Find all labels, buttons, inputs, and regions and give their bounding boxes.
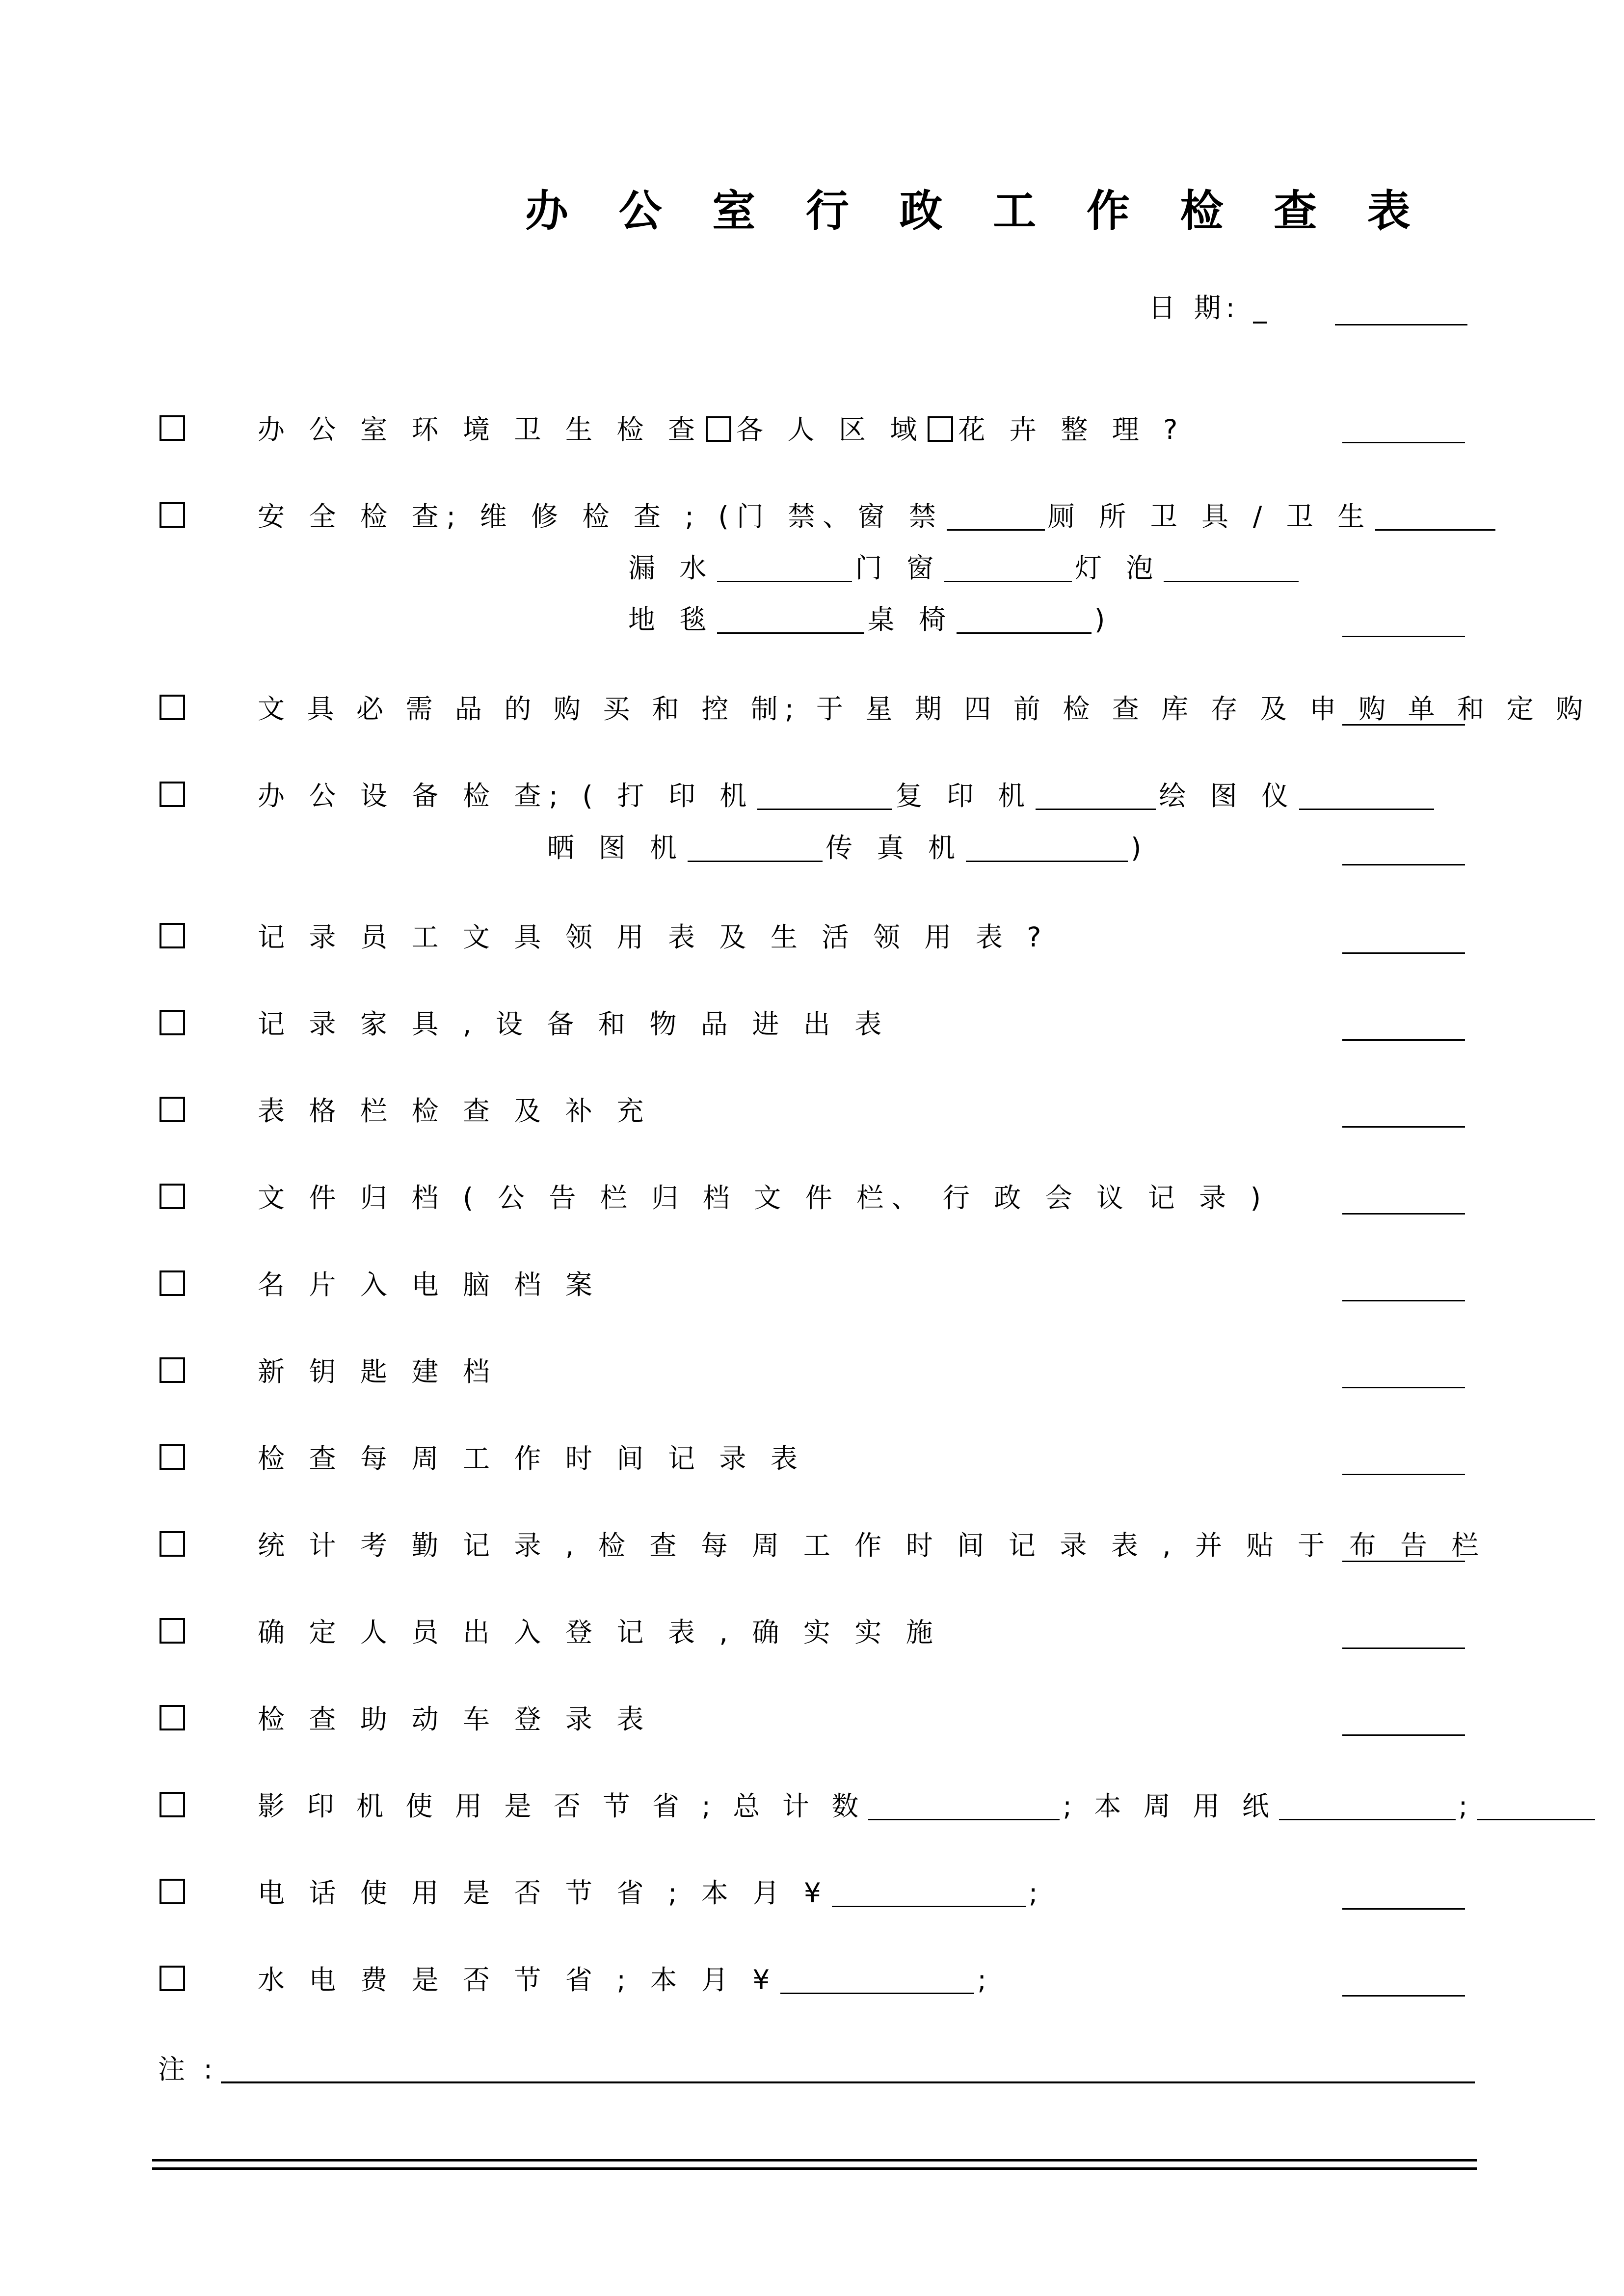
item-utilities: 水 电 费 是 否 节 省 ; 本 月 ¥ ;	[258, 1964, 994, 1996]
item-visitor-log: 确 定 人 员 出 入 登 记 表 , 确 实 实 施	[258, 1617, 941, 1648]
result-line[interactable]	[1342, 1908, 1465, 1910]
weekly-paper-field[interactable]	[1279, 1794, 1456, 1820]
date-field[interactable]	[1335, 324, 1467, 325]
checkbox-furniture[interactable]	[160, 1010, 185, 1035]
checkbox-keys[interactable]	[160, 1357, 185, 1383]
result-line[interactable]	[1342, 1213, 1465, 1215]
checkbox-filing[interactable]	[160, 1184, 185, 1209]
checkbox-personal-area[interactable]	[706, 416, 731, 442]
result-line[interactable]	[1342, 724, 1465, 726]
checkbox-stationery-record[interactable]	[160, 923, 185, 948]
item-photocopier: 影 印 机 使 用 是 否 节 省 ; 总 计 数 ; 本 周 用 纸 ;	[258, 1793, 1598, 1820]
result-line[interactable]	[1342, 442, 1465, 443]
checkbox-timesheet[interactable]	[160, 1444, 185, 1470]
item-safety-line3: 地 毯 桌 椅 )	[628, 604, 1113, 635]
checkbox-forms[interactable]	[160, 1097, 185, 1122]
item-environment: 办 公 室 环 境 卫 生 检 查 各 人 区 域 花 卉 整 理 ?	[258, 414, 1186, 445]
phone-amount-field[interactable]	[832, 1881, 1026, 1907]
result-line[interactable]	[1342, 1995, 1465, 1997]
door-security-field[interactable]	[947, 505, 1045, 531]
checkbox-flowers[interactable]	[928, 416, 953, 442]
item-safety-line2: 漏 水 门 窗 灯 泡	[628, 555, 1302, 582]
checkbox-business-cards[interactable]	[160, 1270, 185, 1296]
bulb-field[interactable]	[1164, 556, 1299, 582]
result-line[interactable]	[1342, 1387, 1465, 1388]
note-field[interactable]	[221, 2081, 1475, 2083]
copier-field[interactable]	[1036, 784, 1156, 810]
total-count-field[interactable]	[868, 1794, 1060, 1820]
item-furniture: 记 录 家 具 , 设 备 和 物 品 进 出 表	[258, 1008, 890, 1040]
printer-field[interactable]	[757, 784, 892, 810]
footer-rule-bottom	[152, 2167, 1477, 2170]
item-forms: 表 格 栏 检 查 及 补 充	[258, 1095, 652, 1127]
result-line[interactable]	[1342, 1561, 1465, 1562]
checkbox-phone[interactable]	[160, 1879, 185, 1904]
result-line[interactable]	[1342, 1734, 1465, 1736]
checkbox-attendance[interactable]	[160, 1531, 185, 1557]
toilet-field[interactable]	[1375, 505, 1495, 531]
utilities-amount-field[interactable]	[780, 1968, 974, 1994]
checkbox-moped-log[interactable]	[160, 1705, 185, 1730]
checkbox-equipment[interactable]	[160, 782, 185, 807]
item-safety: 安 全 检 查; 维 修 检 查 ; (门 禁、窗 禁 厕 所 卫 具 / 卫 生	[258, 503, 1498, 531]
result-line[interactable]	[1342, 864, 1465, 865]
item-business-cards: 名 片 入 电 脑 档 案	[258, 1269, 600, 1300]
checkbox-utilities[interactable]	[160, 1966, 185, 1991]
fax-field[interactable]	[966, 836, 1128, 862]
leak-field[interactable]	[717, 556, 852, 582]
result-line[interactable]	[1342, 1039, 1465, 1041]
photocopier-result-field[interactable]	[1477, 1794, 1595, 1820]
door-window-field[interactable]	[944, 556, 1072, 582]
result-line[interactable]	[1342, 952, 1465, 954]
checkbox-stationery[interactable]	[160, 695, 185, 720]
item-equipment-line2: 晒 图 机 传 真 机 )	[547, 832, 1149, 864]
result-line[interactable]	[1342, 1300, 1465, 1301]
table-chair-field[interactable]	[957, 608, 1092, 634]
item-moped-log: 检 查 助 动 车 登 录 表	[258, 1703, 652, 1735]
checkbox-safety[interactable]	[160, 502, 185, 528]
page-title: 办 公 室 行 政 工 作 检 查 表	[525, 186, 1428, 236]
item-timesheet: 检 查 每 周 工 作 时 间 记 录 表	[258, 1443, 805, 1474]
item-stationery-record: 记 录 员 工 文 具 领 用 表 及 生 活 领 用 表 ?	[258, 921, 1049, 953]
result-line[interactable]	[1342, 636, 1465, 637]
carpet-field[interactable]	[717, 608, 864, 634]
item-phone: 电 话 使 用 是 否 节 省 ; 本 月 ¥ ;	[258, 1877, 1046, 1909]
item-attendance: 统 计 考 勤 记 录 , 检 查 每 周 工 作 时 间 记 录 表 , 并 贴 于 布 告 栏	[258, 1530, 1487, 1561]
item-equipment: 办 公 设 备 检 查; ( 打 印 机 复 印 机 绘 图 仪	[258, 783, 1437, 810]
footer-rule-top	[152, 2159, 1477, 2161]
checkbox-environment[interactable]	[160, 415, 185, 441]
result-line[interactable]	[1342, 1648, 1465, 1649]
note-label: 注 :	[158, 2053, 218, 2085]
result-line[interactable]	[1342, 1474, 1465, 1475]
item-filing: 文 件 归 档 ( 公 告 栏 归 档 文 件 栏、 行 政 会 议 记 录 )	[258, 1182, 1269, 1214]
item-stationery: 文 具 必 需 品 的 购 买 和 控 制; 于 星 期 四 前 检 查 库 存 及 申 购 单 和 定 购	[258, 693, 1590, 725]
blueprint-field[interactable]	[688, 836, 823, 862]
date-label: 日 期: _	[1148, 292, 1272, 324]
item-keys: 新 钥 匙 建 档	[258, 1356, 498, 1387]
result-line[interactable]	[1342, 1126, 1465, 1128]
checkbox-visitor-log[interactable]	[160, 1618, 185, 1644]
plotter-field[interactable]	[1299, 784, 1434, 810]
checkbox-photocopier[interactable]	[160, 1792, 185, 1817]
